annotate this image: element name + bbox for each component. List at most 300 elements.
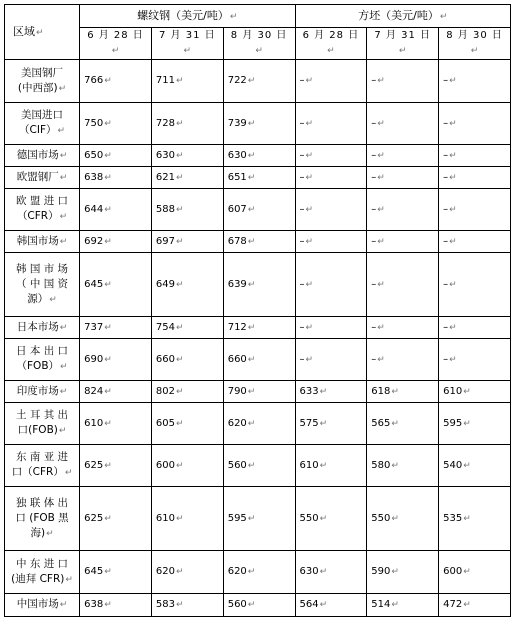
paragraph-mark-icon: ↵	[104, 513, 112, 524]
price-value: 560	[227, 459, 247, 471]
price-cell	[439, 231, 511, 253]
paragraph-mark-icon: ↵	[247, 236, 256, 247]
paragraph-mark-icon: ↵	[327, 46, 336, 56]
table-row	[5, 103, 511, 145]
paragraph-mark-icon: ↵	[247, 386, 256, 397]
price-value: –	[299, 171, 305, 183]
price-value: 660	[227, 353, 247, 365]
paragraph-mark-icon: ↵	[176, 386, 184, 397]
price-value: –	[371, 117, 377, 129]
region-cell	[5, 403, 80, 445]
table-row	[5, 167, 511, 189]
price-value: 630	[299, 566, 319, 577]
price-value: 590	[371, 566, 391, 577]
paragraph-mark-icon: ↵	[60, 362, 68, 372]
price-cell	[151, 231, 223, 253]
price-cell	[367, 145, 439, 167]
paragraph-mark-icon: ↵	[176, 322, 184, 333]
region-label-text: 日本市场	[16, 320, 59, 333]
price-value: 697	[155, 235, 175, 247]
paragraph-mark-icon: ↵	[59, 600, 68, 610]
price-value: –	[443, 117, 449, 129]
price-value: –	[443, 321, 449, 333]
price-value: 750	[84, 117, 104, 129]
region-cell	[5, 594, 80, 617]
paragraph-mark-icon: ↵	[377, 322, 385, 333]
price-cell	[80, 403, 152, 445]
price-cell	[439, 594, 511, 617]
table-row	[5, 60, 511, 103]
price-value: –	[443, 149, 449, 161]
region-label-text: （ 中 国 资	[16, 277, 69, 290]
paragraph-mark-icon: ↵	[64, 468, 73, 478]
region-label-text: 欧 盟 进 口	[16, 195, 69, 207]
price-value: 625	[84, 459, 104, 471]
price-cell	[223, 231, 295, 253]
price-value: 639	[227, 278, 247, 290]
price-value: 575	[299, 417, 319, 429]
region-cell	[5, 339, 80, 381]
paragraph-mark-icon: ↵	[377, 150, 385, 161]
price-value: 824	[84, 385, 104, 397]
date-header-cell	[223, 28, 295, 60]
price-cell	[151, 403, 223, 445]
price-value: –	[299, 75, 305, 86]
paragraph-mark-icon: ↵	[176, 236, 184, 247]
region-label-text: 土 耳 其 出	[16, 409, 69, 421]
price-cell	[80, 445, 152, 487]
price-cell	[439, 317, 511, 339]
paragraph-mark-icon: ↵	[305, 76, 314, 86]
price-cell	[151, 551, 223, 594]
price-value: 649	[155, 278, 175, 290]
region-cell	[5, 231, 80, 253]
price-cell	[295, 594, 367, 617]
paragraph-mark-icon: ↵	[104, 567, 112, 577]
price-value: 560	[227, 599, 247, 610]
region-label-line	[9, 526, 75, 542]
table-row	[5, 253, 511, 317]
price-value: 712	[227, 321, 247, 333]
paragraph-mark-icon: ↵	[449, 76, 457, 86]
table-row	[5, 189, 511, 231]
region-label-text: （FOB）	[16, 360, 60, 372]
paragraph-mark-icon: ↵	[449, 118, 457, 129]
date-header-label: 6 月 28 日	[87, 30, 144, 41]
price-cell	[367, 167, 439, 189]
price-value: 638	[84, 599, 104, 610]
table-row	[5, 145, 511, 167]
price-cell	[80, 594, 152, 617]
region-label-text: 日 本 出 口	[16, 345, 69, 357]
paragraph-mark-icon: ↵	[319, 513, 328, 524]
price-cell	[295, 231, 367, 253]
price-value: 650	[84, 149, 104, 161]
paragraph-mark-icon: ↵	[391, 386, 399, 397]
paragraph-mark-icon: ↵	[176, 150, 184, 161]
paragraph-mark-icon: ↵	[176, 172, 184, 183]
paragraph-mark-icon: ↵	[183, 46, 193, 56]
paragraph-mark-icon: ↵	[176, 600, 184, 610]
price-cell	[223, 551, 295, 594]
paragraph-mark-icon: ↵	[176, 354, 184, 365]
price-cell	[223, 594, 295, 617]
price-cell	[439, 167, 511, 189]
paragraph-mark-icon: ↵	[470, 46, 480, 56]
region-label-text: (迪拜 CFR)	[11, 572, 65, 585]
paragraph-mark-icon: ↵	[305, 279, 314, 290]
price-value: 610	[443, 385, 463, 397]
price-cell	[80, 551, 152, 594]
price-value: 620	[227, 566, 247, 577]
price-value: 690	[84, 353, 104, 365]
paragraph-mark-icon: ↵	[319, 386, 328, 397]
region-label-line	[9, 511, 75, 526]
price-value: 583	[155, 599, 175, 610]
region-label-text: （CIF）	[19, 124, 57, 136]
paragraph-mark-icon: ↵	[104, 76, 112, 86]
paragraph-mark-icon: ↵	[176, 76, 184, 86]
price-cell	[295, 403, 367, 445]
paragraph-mark-icon: ↵	[65, 574, 73, 585]
price-value: –	[371, 353, 377, 365]
table-row	[5, 594, 511, 617]
region-label-text: 独 联 体 出	[16, 496, 69, 509]
price-value: –	[299, 203, 305, 215]
price-cell	[295, 381, 367, 403]
price-value: 645	[84, 566, 104, 577]
price-value: 550	[371, 512, 391, 524]
price-value: –	[443, 203, 449, 215]
price-cell	[223, 317, 295, 339]
date-header-cell	[295, 28, 367, 60]
region-label-text: (中西部)	[17, 81, 58, 94]
price-cell	[439, 551, 511, 594]
paragraph-mark-icon: ↵	[247, 513, 256, 524]
paragraph-mark-icon: ↵	[305, 322, 314, 333]
paragraph-mark-icon: ↵	[319, 418, 328, 429]
price-value: 660	[155, 353, 175, 365]
price-cell	[151, 253, 223, 317]
price-cell	[80, 145, 152, 167]
price-value: 790	[227, 385, 247, 397]
date-header-cell	[80, 28, 152, 60]
region-label-text: 印度市场	[16, 384, 59, 397]
region-label-line	[9, 450, 75, 465]
table-row	[5, 487, 511, 551]
price-value: 595	[443, 417, 463, 429]
price-value: 692	[84, 235, 104, 247]
price-cell	[367, 339, 439, 381]
paragraph-mark-icon: ↵	[391, 513, 399, 524]
paragraph-mark-icon: ↵	[391, 567, 399, 577]
paragraph-mark-icon: ↵	[104, 386, 112, 397]
price-cell	[367, 253, 439, 317]
paragraph-mark-icon: ↵	[377, 204, 385, 215]
region-cell	[5, 167, 80, 189]
paragraph-mark-icon: ↵	[377, 354, 385, 365]
price-cell	[439, 339, 511, 381]
paragraph-mark-icon: ↵	[377, 279, 385, 290]
paragraph-mark-icon: ↵	[305, 236, 314, 247]
paragraph-mark-icon: ↵	[247, 76, 256, 86]
paragraph-mark-icon: ↵	[176, 204, 184, 215]
region-label-text: 德国市场	[16, 148, 59, 161]
paragraph-mark-icon: ↵	[104, 236, 112, 247]
paragraph-mark-icon: ↵	[247, 172, 256, 183]
region-label-line	[9, 384, 75, 400]
price-cell	[439, 487, 511, 551]
billet-group-label: 方坯（美元/吨）	[358, 8, 439, 22]
paragraph-mark-icon: ↵	[319, 460, 328, 471]
region-label-line	[9, 262, 75, 277]
price-cell	[151, 189, 223, 231]
price-value: 630	[227, 149, 247, 161]
price-cell	[223, 487, 295, 551]
price-cell	[80, 167, 152, 189]
document-page	[4, 4, 511, 617]
date-header-cell	[439, 28, 511, 60]
paragraph-mark-icon: ↵	[176, 418, 184, 429]
price-cell	[439, 60, 511, 103]
price-cell	[223, 145, 295, 167]
region-label-line	[9, 277, 75, 292]
region-label-text: 中国市场	[16, 598, 59, 610]
paragraph-mark-icon: ↵	[305, 172, 314, 183]
paragraph-mark-icon: ↵	[463, 513, 471, 524]
price-cell	[367, 231, 439, 253]
paragraph-mark-icon: ↵	[463, 567, 471, 577]
paragraph-mark-icon: ↵	[59, 172, 68, 183]
paragraph-mark-icon: ↵	[111, 46, 121, 56]
billet-group-header	[295, 5, 511, 28]
price-value: 645	[84, 278, 104, 290]
paragraph-mark-icon: ↵	[377, 76, 385, 86]
region-label-line	[9, 194, 75, 209]
paragraph-mark-icon: ↵	[46, 528, 54, 539]
price-value: 618	[371, 385, 391, 397]
region-label-line	[9, 209, 75, 225]
paragraph-mark-icon: ↵	[449, 150, 457, 161]
price-cell	[367, 594, 439, 617]
paragraph-mark-icon: ↵	[305, 204, 314, 215]
price-cell	[439, 403, 511, 445]
price-cell	[367, 103, 439, 145]
price-value: 580	[371, 459, 391, 471]
table-row	[5, 445, 511, 487]
price-value: 711	[155, 75, 175, 86]
paragraph-mark-icon: ↵	[463, 418, 471, 429]
paragraph-mark-icon: ↵	[104, 460, 112, 471]
date-header-label: 8 月 30 日	[446, 30, 503, 41]
price-cell	[151, 381, 223, 403]
paragraph-mark-icon: ↵	[391, 600, 399, 610]
paragraph-mark-icon: ↵	[176, 460, 184, 471]
paragraph-mark-icon: ↵	[104, 279, 112, 290]
price-cell	[439, 445, 511, 487]
paragraph-mark-icon: ↵	[104, 172, 112, 183]
paragraph-mark-icon: ↵	[377, 118, 385, 129]
paragraph-mark-icon: ↵	[57, 126, 66, 136]
price-cell	[295, 339, 367, 381]
price-cell	[151, 103, 223, 145]
price-cell	[367, 403, 439, 445]
price-cell	[80, 339, 152, 381]
price-value: –	[371, 203, 377, 215]
price-value: –	[371, 75, 377, 86]
price-value: 644	[84, 203, 104, 215]
region-label-text: 美国进口	[21, 109, 64, 121]
paragraph-mark-icon: ↵	[59, 386, 68, 397]
price-value: –	[443, 353, 449, 365]
region-label-line	[9, 320, 75, 336]
price-cell	[80, 381, 152, 403]
paragraph-mark-icon: ↵	[463, 386, 471, 397]
paragraph-mark-icon: ↵	[305, 150, 314, 161]
price-value: 630	[155, 149, 175, 161]
price-value: 588	[155, 203, 175, 215]
paragraph-mark-icon: ↵	[449, 204, 457, 215]
paragraph-mark-icon: ↵	[229, 11, 238, 22]
paragraph-mark-icon: ↵	[104, 600, 112, 610]
region-label-text: 口 (FOB 黑	[15, 511, 69, 524]
region-cell	[5, 317, 80, 339]
paragraph-mark-icon: ↵	[176, 567, 184, 577]
price-cell	[295, 167, 367, 189]
region-label-line	[9, 123, 75, 139]
price-value: –	[443, 235, 449, 247]
price-cell	[295, 145, 367, 167]
header-group-row	[5, 5, 511, 28]
region-label-text: （CFR）	[16, 210, 59, 222]
paragraph-mark-icon: ↵	[319, 567, 328, 577]
price-value: 638	[84, 171, 104, 183]
paragraph-mark-icon: ↵	[247, 460, 256, 471]
region-label-line	[9, 81, 75, 97]
region-label-text: 韩国市场	[16, 234, 59, 247]
price-value: –	[299, 278, 305, 290]
paragraph-mark-icon: ↵	[247, 322, 256, 333]
price-value: –	[371, 235, 377, 247]
paragraph-mark-icon: ↵	[305, 118, 314, 129]
paragraph-mark-icon: ↵	[305, 354, 314, 365]
rebar-group-label: 螺纹钢（美元/吨）	[137, 8, 229, 22]
price-value: 651	[227, 171, 247, 183]
region-label-line	[9, 359, 75, 375]
price-value: 564	[299, 599, 319, 610]
price-cell	[151, 60, 223, 103]
region-cell	[5, 60, 80, 103]
date-header-label: 7 月 31 日	[158, 30, 216, 41]
region-label-line	[9, 496, 75, 511]
header-date-row	[5, 28, 511, 60]
price-cell	[80, 60, 152, 103]
price-value: 472	[443, 599, 463, 610]
price-value: –	[443, 75, 449, 86]
paragraph-mark-icon: ↵	[247, 354, 256, 365]
region-label-line	[9, 234, 75, 250]
region-cell	[5, 189, 80, 231]
price-value: 595	[227, 512, 247, 524]
price-cell	[151, 487, 223, 551]
paragraph-mark-icon: ↵	[247, 600, 256, 610]
price-cell	[151, 167, 223, 189]
price-cell	[367, 317, 439, 339]
price-cell	[80, 231, 152, 253]
region-label-line	[9, 148, 75, 164]
region-label-line	[9, 572, 75, 588]
table-row	[5, 339, 511, 381]
price-cell	[80, 103, 152, 145]
price-cell	[295, 317, 367, 339]
region-label-line	[9, 292, 75, 308]
price-cell	[439, 103, 511, 145]
region-label-line	[9, 597, 75, 613]
region-cell	[5, 253, 80, 317]
price-cell	[367, 60, 439, 103]
price-value: 802	[155, 385, 175, 397]
paragraph-mark-icon: ↵	[36, 27, 44, 38]
price-value: 722	[227, 75, 247, 86]
paragraph-mark-icon: ↵	[59, 236, 68, 247]
price-value: 766	[84, 75, 104, 86]
price-value: –	[371, 321, 377, 333]
price-cell	[295, 60, 367, 103]
price-cell	[295, 487, 367, 551]
price-value: 610	[299, 459, 319, 471]
price-cell	[295, 253, 367, 317]
region-label-text: 口（CFR）	[11, 466, 64, 478]
region-label-text: 韩 国 市 场	[16, 262, 69, 275]
region-cell	[5, 145, 80, 167]
region-cell	[5, 103, 80, 145]
price-value: 625	[84, 512, 104, 524]
region-label-text: 东 南 亚 进	[16, 451, 69, 463]
paragraph-mark-icon: ↵	[319, 600, 328, 610]
price-cell	[151, 445, 223, 487]
price-value: 605	[155, 417, 175, 429]
price-cell	[223, 339, 295, 381]
price-value: 737	[84, 321, 104, 333]
paragraph-mark-icon: ↵	[247, 204, 256, 215]
price-value: –	[443, 278, 449, 290]
paragraph-mark-icon: ↵	[247, 118, 256, 129]
region-label-line	[9, 465, 75, 481]
price-value: –	[299, 321, 305, 333]
price-cell	[151, 594, 223, 617]
price-cell	[80, 253, 152, 317]
price-cell	[295, 445, 367, 487]
rebar-group-header	[80, 5, 295, 28]
price-cell	[151, 145, 223, 167]
paragraph-mark-icon: ↵	[176, 118, 184, 129]
region-label-text: 欧盟钢厂	[16, 170, 59, 183]
paragraph-mark-icon: ↵	[104, 418, 112, 429]
price-cell	[223, 60, 295, 103]
price-value: 620	[155, 566, 175, 577]
paragraph-mark-icon: ↵	[247, 567, 256, 577]
region-header-cell	[5, 5, 80, 60]
paragraph-mark-icon: ↵	[49, 294, 57, 305]
price-cell	[367, 189, 439, 231]
region-label-text: 中 东 进 口	[16, 557, 69, 570]
price-value: –	[443, 171, 449, 183]
paragraph-mark-icon: ↵	[104, 204, 112, 215]
price-cell	[367, 551, 439, 594]
price-cell	[439, 145, 511, 167]
paragraph-mark-icon: ↵	[398, 46, 408, 56]
price-value: –	[299, 353, 305, 365]
